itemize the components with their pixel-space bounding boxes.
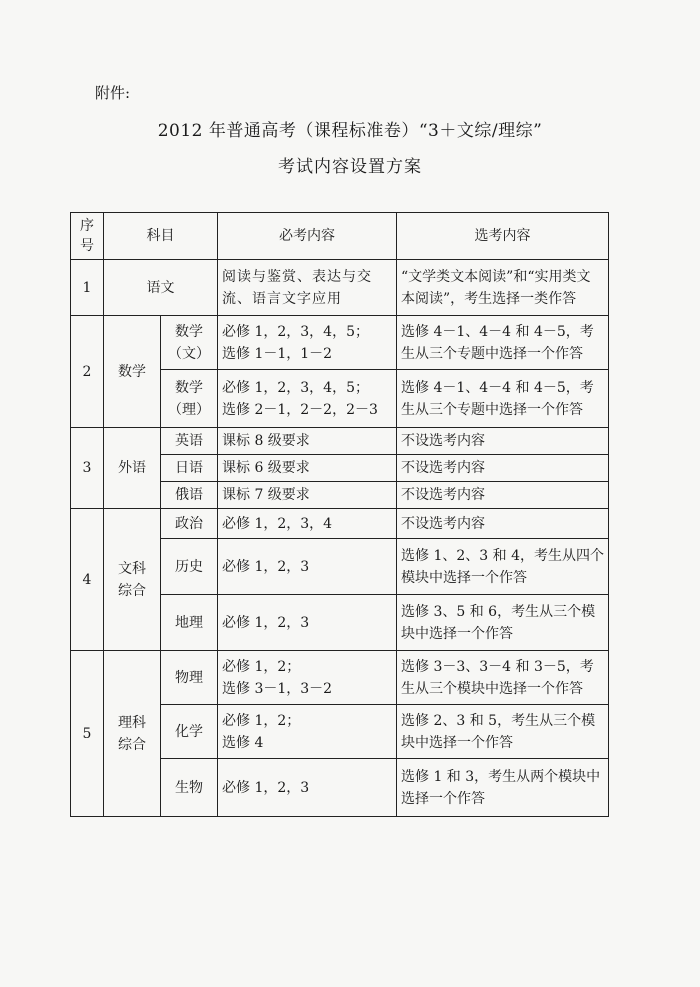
- group-cell: 外语: [104, 428, 161, 509]
- optional-cell: 选修 3、5 和 6，考生从三个模块中选择一个作答: [397, 595, 609, 651]
- optional-cell: 不设选考内容: [397, 455, 609, 482]
- subject-cell: 化学: [161, 705, 218, 759]
- required-cell: 必修 1，2，3: [218, 595, 397, 651]
- required-cell: 课标 7 级要求: [218, 482, 397, 509]
- table-row: [71, 651, 609, 705]
- table-row: [71, 260, 609, 316]
- required-cell: 课标 8 级要求: [218, 428, 397, 455]
- seq-cell: 1: [71, 260, 104, 316]
- required-cell: 必修 1，2，3，4，5； 选修 1－1，1－2: [218, 316, 397, 370]
- required-cell: 必修 1，2，3: [218, 539, 397, 595]
- optional-cell: 选修 2、3 和 5，考生从三个模块中选择一个作答: [397, 705, 609, 759]
- table-row: [71, 316, 609, 370]
- header-required: 必考内容: [218, 213, 397, 260]
- subject-cell: 数学 （理）: [161, 370, 218, 428]
- subject-cell: 俄语: [161, 482, 218, 509]
- required-cell: 必修 1，2，3，4: [218, 509, 397, 539]
- exam-content-table: [70, 212, 609, 817]
- subject-cell: 生物: [161, 759, 218, 817]
- optional-cell: “文学类文本阅读”和“实用类文本阅读”，考生选择一类作答: [397, 260, 609, 316]
- optional-cell: 不设选考内容: [397, 482, 609, 509]
- required-cell: 必修 1，2； 选修 4: [218, 705, 397, 759]
- subject-cell: 语文: [104, 260, 218, 316]
- optional-cell: 不设选考内容: [397, 509, 609, 539]
- seq-cell: 5: [71, 651, 104, 817]
- table-row: [71, 509, 609, 539]
- subject-cell: 数学 （文）: [161, 316, 218, 370]
- group-cell: 数学: [104, 316, 161, 428]
- attachment-label: 附件:: [95, 84, 131, 102]
- subject-cell: 政治: [161, 509, 218, 539]
- document-title: 2012 年普通高考（课程标准卷）“3＋文综/理综”: [157, 121, 543, 141]
- subject-cell: 物理: [161, 651, 218, 705]
- required-cell: 必修 1，2； 选修 3－1，3－2: [218, 651, 397, 705]
- group-cell: 文科 综合: [104, 509, 161, 651]
- header-subject: 科目: [104, 213, 218, 260]
- subject-cell: 历史: [161, 539, 218, 595]
- seq-cell: 2: [71, 316, 104, 428]
- optional-cell: 不设选考内容: [397, 428, 609, 455]
- table-row: [71, 428, 609, 455]
- optional-cell: 选修 4－1、4－4 和 4－5，考生从三个专题中选择一个作答: [397, 370, 609, 428]
- optional-cell: 选修 3－3、3－4 和 3－5，考生从三个模块中选择一个作答: [397, 651, 609, 705]
- group-cell: 理科 综合: [104, 651, 161, 817]
- seq-cell: 3: [71, 428, 104, 509]
- subject-cell: 日语: [161, 455, 218, 482]
- required-cell: 必修 1，2，3，4，5； 选修 2－1，2－2，2－3: [218, 370, 397, 428]
- subject-cell: 地理: [161, 595, 218, 651]
- seq-cell: 4: [71, 509, 104, 651]
- optional-cell: 选修 1 和 3，考生从两个模块中选择一个作答: [397, 759, 609, 817]
- optional-cell: 选修 4－1、4－4 和 4－5，考生从三个专题中选择一个作答: [397, 316, 609, 370]
- table-header-row: [71, 213, 609, 260]
- header-seq: 序 号: [71, 213, 104, 260]
- subject-cell: 英语: [161, 428, 218, 455]
- required-cell: 课标 6 级要求: [218, 455, 397, 482]
- document-subtitle: 考试内容设置方案: [278, 157, 422, 177]
- optional-cell: 选修 1、2、3 和 4，考生从四个模块中选择一个作答: [397, 539, 609, 595]
- required-cell: 阅读与鉴赏、表达与交流、语言文字应用: [218, 260, 397, 316]
- required-cell: 必修 1，2，3: [218, 759, 397, 817]
- header-optional: 选考内容: [397, 213, 609, 260]
